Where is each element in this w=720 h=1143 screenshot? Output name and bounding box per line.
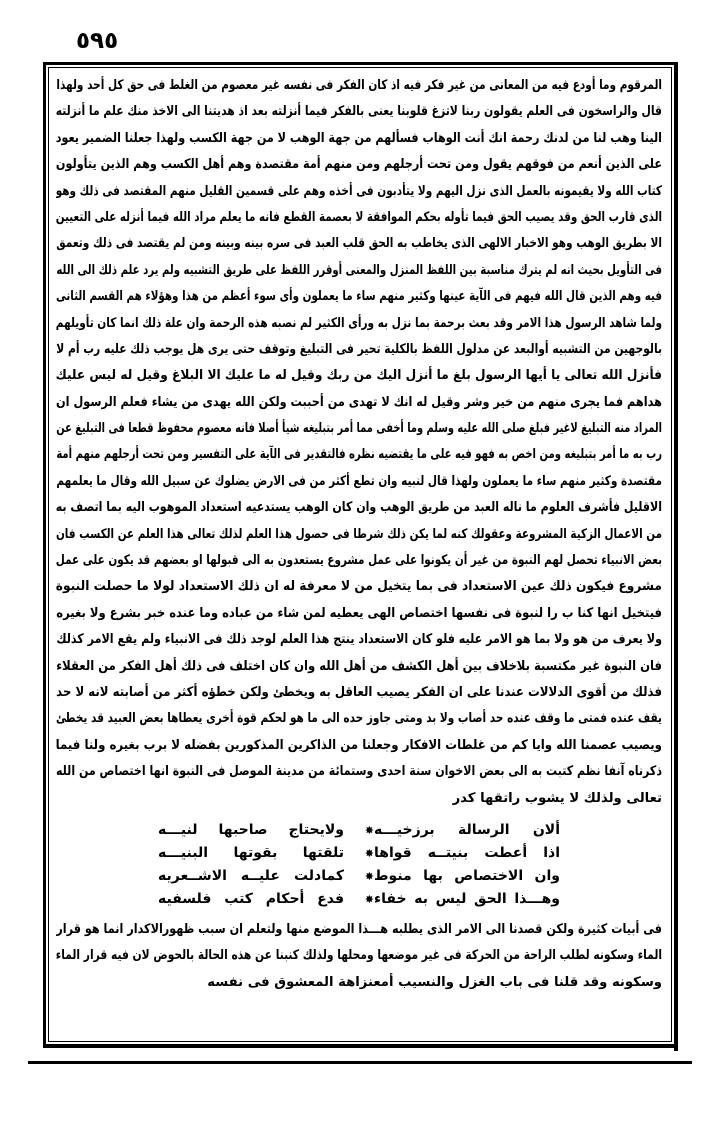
verse-hemistich-first: وهـــذا الحق ليس به خفاء <box>374 890 560 907</box>
line-text: الذى قارب الحق وقد يصيب الحق فيما تأوله بحكم الموافقة لا بعصمة القطع فانه ما يعلم مراد الله فيما أنزله على التعيين <box>56 209 662 225</box>
verse-line <box>56 842 662 865</box>
verse-separator-icon: ✸ <box>364 892 374 906</box>
text-line <box>56 786 662 812</box>
text-line <box>56 680 662 706</box>
line-text: الاقليل فأشرف العلوم ما ناله العبد من طريق الوهب وان كان الوهب يستدعيه استعداد الموهوب اليه بما اتصف به <box>56 500 662 516</box>
line-text: الا بطريق الوهب وهو الاخبار الالهى الذى يخاطب به الحق قلب العبد فى سره بينه وبينه ومن لم يقتصد فى ذلك وتعمق <box>56 236 662 252</box>
text-line <box>56 126 662 152</box>
paragraph-body-2 <box>56 917 662 996</box>
line-text: بعض الانبياء تحصل لهم النبوة من غير أن يكونوا على عمل مشروع يستعدون به الى قبولها او بعضهم قد يكون على عمل <box>56 553 662 569</box>
line-text: رب به ما أمر بتبليغه ومن اخص به فهو فيه على ما يقتضيه نظره فالتقدير فى الآية على التفسير ومن تحت أرجلهم منهم أمة <box>56 447 662 463</box>
line-text: من الاعمال الزكية المشروعة وعقولك كنه لما يكن ذلك شرطا فى حصول هذا العلم لذلك تعالى هذا العلم عن الكسب فان <box>56 526 662 542</box>
line-text: يقف عنده فمتى ما وقف عنده حد أصاب ولا بد ومتى جاوز حده الى ما هو لحكم قوة أخرى يعطاها بعض العبيد قد يخطئ <box>56 711 662 727</box>
verse-hemistich-first: وان الاختصاص بها منوط <box>374 867 560 884</box>
text-line <box>56 601 662 627</box>
text-line <box>56 363 662 389</box>
verse-hemistich-second: ولايحتاج صاحبها لنيـــه <box>158 821 344 838</box>
text-line <box>56 495 662 521</box>
verse-hemistich-second: فدع أحكام كتب فلسفيه <box>158 890 344 907</box>
line-text: الينا وهب لنا من لدنك رحمة انك أنت الوهاب فسألهم من جهة الوهب لا من جهة الكسب ولهذا جعلنا الضمير يعود <box>56 130 662 146</box>
line-text: بالوجهين من التشبيه أوالبعد عن مدلول اللفظ بالكلية تحير فى التبليغ وتوقف حتى يرى هل يوجب ذلك عليه رب أم لا <box>56 341 662 357</box>
text-line <box>56 152 662 178</box>
text-block <box>56 73 662 1038</box>
verse-separator-icon: ✸ <box>364 846 374 860</box>
verse-separator-icon: ✸ <box>364 869 374 883</box>
text-line <box>56 258 662 284</box>
text-frame-border <box>43 62 677 1047</box>
text-line <box>56 943 662 969</box>
page-footer-rule <box>28 1061 692 1064</box>
line-text: المرقوم وما أودع فيه من المعانى من غير فكر فيه اذ كان الفكر فى نفسه غير معصوم من الغلط فى حق كل أحد ولهذا <box>56 78 662 93</box>
text-line <box>56 627 662 653</box>
verse-hemistich-second: كمادلت عليــه الاشــعريه <box>158 867 344 884</box>
verse-hemistich-first: ألان الرسالة برزخيـــه <box>374 821 560 838</box>
text-line <box>56 179 662 205</box>
verse-line <box>56 865 662 888</box>
line-text: كتاب الله ولا يقيمونه بالعمل الذى نزل اليهم ولا يتأدبون فى أخذه وهم على قسمين القليل منهم المقتصد فى ذلك وهو <box>56 183 662 199</box>
text-line <box>56 99 662 125</box>
page-number: ٥٩٥ <box>76 28 119 54</box>
text-line <box>56 469 662 495</box>
line-text: ويصيب عصمنا الله وايا كم من غلطات الافكار وجعلنا من الذاكرين المذكورين بفضله لا برب بغيره ولنا فيما <box>56 737 662 753</box>
line-text: مشروع فيكون ذلك عين الاستعداد فى بما يتخيل من لا معرفة له ان ذلك الاستعداد لولا ما حصلت النبوة <box>56 579 662 595</box>
line-text: قال والراسخون فى العلم يقولون ربنا لاتزغ قلوبنا يعنى بالفكر فيما أنزلته بعد اذ هديتنا الى الاخذ منك علم ما أنزلته <box>56 104 662 120</box>
line-text: هداهم فما يجرى منهم من خير وشر وقيل له انك لا تهدى من أحببت ولكن الله يهدى من يشاء فعلم الرسول ان <box>56 394 662 410</box>
verse-hemistich-first: اذا أعطت بنيتــه قواها <box>374 844 560 861</box>
line-text: فأنزل الله تعالى يا أيها الرسول بلغ ما أنزل اليك من ربك وقيل له ما عليك الا البلاغ وقيل له ليس عليك <box>56 368 662 384</box>
text-line <box>56 733 662 759</box>
line-text: مقتصدة وكثير منهم ساء ما يعملون ولهذا قال لنبيه وان تطع أكثر من فى الارض يضلوك عن سبيل الله وقال ما يعلمهم <box>56 473 662 489</box>
text-line <box>56 759 662 785</box>
text-line <box>56 73 662 99</box>
verse-line <box>56 819 662 842</box>
line-text: تعالى ولذلك لا يشوب راتقها كدر <box>452 790 662 806</box>
verse-separator-icon: ✸ <box>364 823 374 837</box>
verse-line <box>56 888 662 911</box>
line-text: فيه وهم الذين قال الله فيهم فى الآية عينها وكثير منهم ساء ما يعملون وأى سوء أعظم من هذا وهؤلاء هم القسم الثانى <box>56 289 662 305</box>
text-line <box>56 522 662 548</box>
line-text: المراد منه التبليغ لاغير فبلغ صلى الله عليه وسلم وما أخفى مما أمر بتبليغه شيأ أصلا فانه معصوم محفوظ قطعا فى التبليغ عن <box>56 421 662 437</box>
text-line <box>56 337 662 363</box>
line-text: ولا يعرف من هو ولا بما هو الامر عليه فلو كان الاستعداد ينتج هذا العلم لوجد ذلك فى الانبياء ولم يقع الامر كذلك <box>56 632 662 648</box>
line-text: الماء وسكونه لطلب الراحة من الحركة فى غير موضعها ومحلها ولذلك كنبنا عن هذه الحالة بالحوض لان فيه قرار الماء <box>56 948 662 964</box>
text-line <box>56 548 662 574</box>
paragraph-body-1 <box>56 73 662 812</box>
text-line <box>56 284 662 310</box>
text-line <box>56 311 662 337</box>
text-line <box>56 205 662 231</box>
text-line <box>56 390 662 416</box>
verse-hemistich-second: تلقتها بقوتها البنيـــه <box>158 844 344 861</box>
text-line <box>56 574 662 600</box>
line-text: فى أبيات كثيرة ولكن قصدنا الى الامر الذى يطلبه هـــذا الموضع منها ولتعلم ان سبب ظهورالاكدار انما هو قرار <box>56 921 662 937</box>
line-text: على الذين أنعم من فوقهم يقول ومن تحت أرجلهم ومن منهم أمة مقتصدة وهم أهل الكسب وهم الذين يتأولون <box>56 157 662 173</box>
text-line <box>56 442 662 468</box>
line-text: فان النبوة غير مكتسبة بلاخلاف بين أهل الكشف من أهل الله وان كان اختلف فى ذلك أهل الفكر من العقلاء <box>56 658 662 674</box>
line-text: فى التأويل بحيث انه لم يترك مناسبة بين اللفظ المنزل والمعنى أوقرر اللفظ على طريق التشبيه ولم يرد علم ذلك الى الله <box>56 262 662 278</box>
text-line <box>56 917 662 943</box>
line-text: فذلك من أقوى الدلالات عندنا على ان الفكر يصيب العاقل به ويخطئ ولكن خطؤه أكثر من أصابته لانه لا حد <box>56 684 662 700</box>
poem-block <box>56 819 662 911</box>
text-line <box>56 231 662 257</box>
line-text: وسكونه وقد قلنا فى باب الغزل والنسيب أمعنزاهة المعشوق فى نفسه <box>207 974 662 990</box>
text-line <box>56 654 662 680</box>
text-line <box>56 970 662 996</box>
line-text: ذكرناه آنفا نظم كتبت به الى بعض الاخوان سنة احدى وستمائة من مدينة الموصل فى النبوة انها اختصاص من الله <box>56 764 662 780</box>
text-line <box>56 416 662 442</box>
text-line <box>56 706 662 732</box>
line-text: فيتخيل انها كنا ب را لنبوة فى نفسها اختصاص الهى يعطيه لمن شاء من عباده وما عنده خبر بشرع ولا بغيره <box>56 605 662 621</box>
line-text: ولما شاهد الرسول هذا الامر وقد بعث برحمة بما نزل به ورأى الكثير لم نصبه هذه الرحمة وان علة ذلك انما كان تأويلهم <box>56 315 662 331</box>
